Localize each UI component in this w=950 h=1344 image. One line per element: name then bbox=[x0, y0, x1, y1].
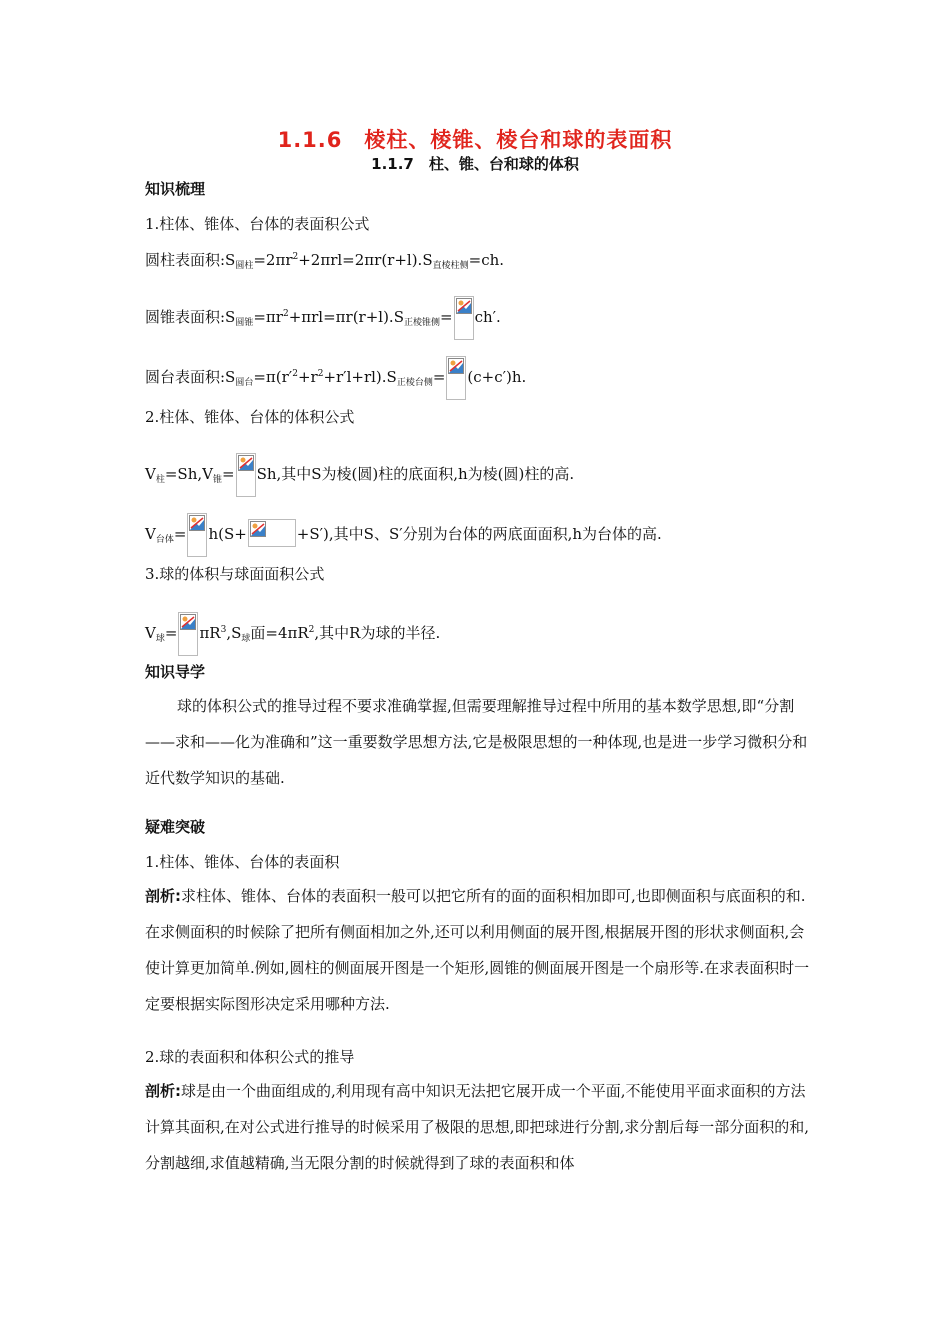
formula-frustum: 圆台表面积$:S_{圆台}=\pi(r'^2+r^2+r'l+rl).S_{正棱台侧}=$ (c+c′)h. bbox=[145, 356, 526, 400]
guide-paragraph: 球的体积公式的推导过程不要求准确掌握,但需要理解推导过程中所用的基本数学思想,即“分割——求和——化为准确和”这一重要数学思想方法,它是极限思想的一种体现,也是进一步学习微积分和近代数学知识的基础. bbox=[145, 697, 808, 787]
broken-image-icon bbox=[180, 614, 196, 630]
fraction-image bbox=[454, 296, 474, 340]
section-heading-difficulties: 疑难突破 bbox=[145, 818, 206, 836]
fraction-image bbox=[446, 356, 466, 400]
broken-image-icon bbox=[448, 358, 464, 374]
analysis-label: 剖析: bbox=[145, 887, 181, 905]
analysis-paragraph-2: 剖析:球是由一个曲面组成的,利用现有高中知识无法把它展开成一个平面,不能使用平面求面积的方法计算其面积,在对公式进行推导的时候采用了极限的思想,即把球进行分割,求分割后每一部分面积的和,分割越细,求值越精确,当无限分割的时候就得到了球的表面积和体 bbox=[145, 1082, 810, 1172]
section-heading-guide: 知识导学 bbox=[145, 663, 206, 681]
analysis-paragraph-1: 剖析:求柱体、锥体、台体的表面积一般可以把它所有的面的面积相加即可,也即侧面积与底面积的和.在求侧面积的时候除了把所有侧面相加之外,还可以利用侧面的展开图,根据展开图的形状求侧面积,会使计算更加简单.例如,圆柱的侧面展开图是一个矩形,圆锥的侧面展开图是一个扇形等.在求表面积时一定要根据实际图形决定采用哪种方法. bbox=[145, 887, 810, 1013]
analysis-label: 剖析: bbox=[145, 1082, 181, 1100]
formula-volume-prism-pyramid: $V_柱=Sh,V_锥=$ Sh,其中S为棱(圆)柱的底面积,h为棱(圆)柱的高. bbox=[145, 453, 574, 497]
broken-image-icon bbox=[250, 521, 266, 537]
formula-cylinder: 圆柱表面积$:S_{圆柱}=2\pi r^2+2\pi rl=2\pi r(r+l).S_{直棱柱侧}=ch$. bbox=[145, 251, 505, 271]
item-sphere-formulas: 3.球的体积与球面面积公式 bbox=[145, 565, 325, 583]
sqrt-image bbox=[248, 519, 296, 547]
broken-image-icon bbox=[189, 515, 205, 531]
page-title: 1.1.6 棱柱、棱锥、棱台和球的表面积 bbox=[277, 128, 673, 152]
difficulty-item-1: 1.柱体、锥体、台体的表面积 bbox=[145, 853, 340, 871]
page-subtitle: 1.1.7 柱、锥、台和球的体积 bbox=[371, 155, 579, 173]
fraction-image bbox=[236, 453, 256, 497]
difficulty-item-2: 2.球的表面积和体积公式的推导 bbox=[145, 1048, 355, 1066]
formula-sphere: $V_球=$ $\pi R^3,S_球$面$=4\pi R^2$,其中R为球的半径. bbox=[145, 612, 440, 656]
fraction-image bbox=[187, 513, 207, 557]
formula-volume-frustum: $V_{台体}=$ h(S+ +S′),其中S、S′分别为台体的两底面面积,h为台体的高. bbox=[145, 513, 662, 557]
broken-image-icon bbox=[456, 298, 472, 314]
item-surface-formulas: 1.柱体、锥体、台体的表面积公式 bbox=[145, 215, 370, 233]
section-heading-knowledge: 知识梳理 bbox=[145, 180, 206, 198]
formula-cone: 圆锥表面积$:S_{圆锥}=\pi r^2+\pi rl=\pi r(r+l).S_{正棱锥侧}=$ ch′. bbox=[145, 296, 501, 340]
broken-image-icon bbox=[238, 455, 254, 471]
item-volume-formulas: 2.柱体、锥体、台体的体积公式 bbox=[145, 408, 355, 426]
fraction-image bbox=[178, 612, 198, 656]
